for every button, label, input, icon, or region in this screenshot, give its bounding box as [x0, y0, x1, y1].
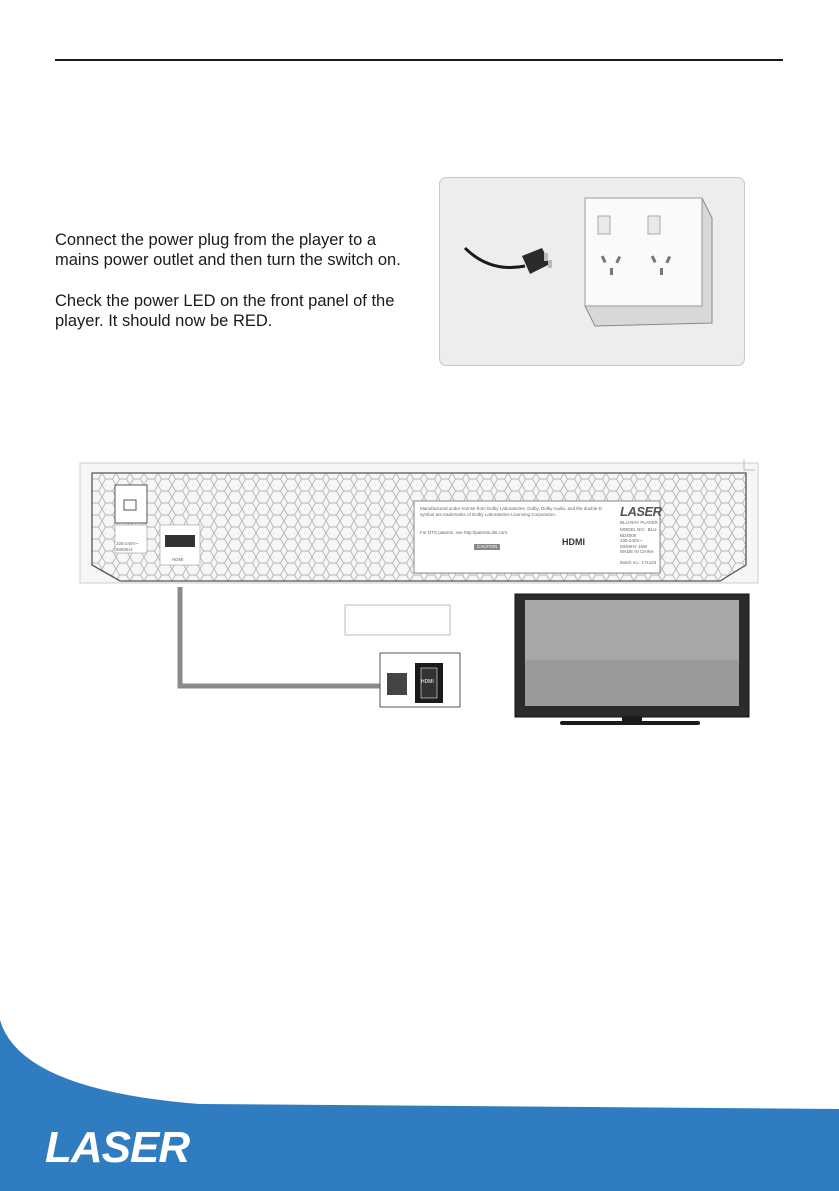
label-model: MODEL NO.: BLU-BD4000: [620, 527, 658, 538]
label-product-line: BLU-RAY PLAYER: [620, 520, 658, 525]
hdmi-port-label: HDMI: [172, 557, 184, 562]
hdmi-logo: HDMI: [562, 537, 585, 547]
laser-logo: LASER: [45, 1123, 190, 1172]
label-rating: 100-240V~ 50/60Hz 15W: [620, 538, 648, 549]
hdmi-connection-diagram: [60, 455, 780, 755]
wall-outlet-icon: [585, 198, 712, 326]
hdmi-cable: [180, 587, 390, 686]
intro-paragraph-led-check: Check the power LED on the front panel of the player. It should now be RED.: [55, 292, 395, 330]
label-batch: Batch no.: 171123: [620, 560, 657, 565]
intro-text: [55, 230, 405, 352]
connector-hdmi-label: HDMI: [421, 679, 434, 685]
dolby-license-text: Manufactured under license from Dolby Laboratories. Dolby, Dolby Audio, and the double-D symbol are trademarks of Dolby Laboratories Licensing Corporation.: [420, 506, 603, 517]
tv-icon: [515, 594, 749, 725]
power-rating-label: 100-240V~ 50/60Hz: [116, 541, 139, 552]
footer-band: [0, 1020, 839, 1191]
product-label: [414, 500, 660, 572]
intro-paragraph-power-connect: Connect the power plug from the player to a mains power outlet and then turn the switch on.: [55, 231, 401, 269]
power-plug-illustration: [439, 177, 745, 366]
label-brand-logo: LASER: [620, 504, 662, 519]
header-rule: [55, 59, 783, 61]
caution-label: CAUTION: [474, 544, 500, 550]
dts-text: For DTS patents, see http://patents.dts.com.: [420, 530, 509, 535]
label-origin: MADE IN CHINA: [620, 549, 655, 554]
